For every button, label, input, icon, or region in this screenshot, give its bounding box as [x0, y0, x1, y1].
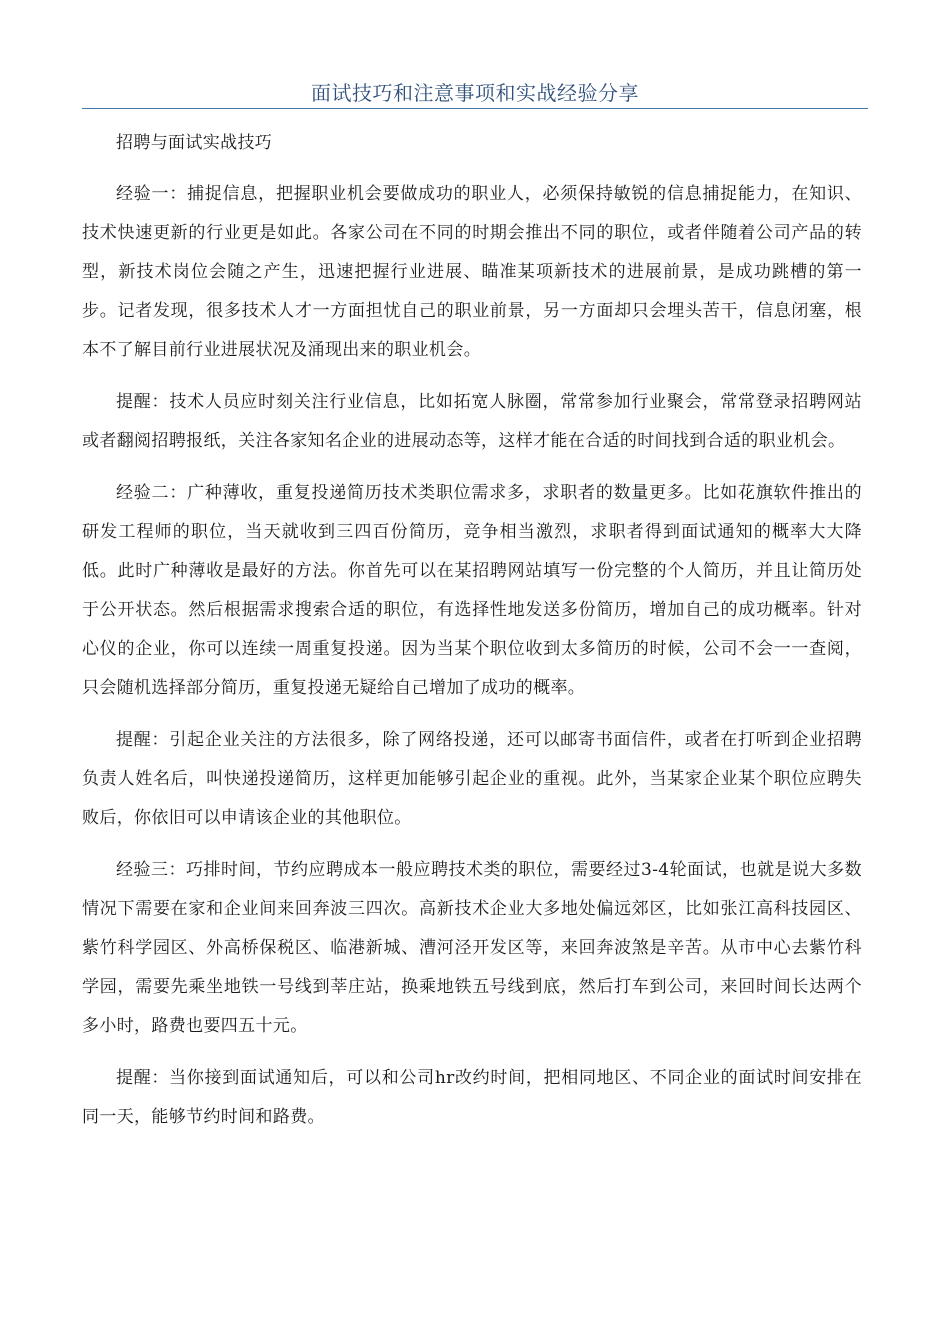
paragraph-experience-3: 经验三：巧排时间，节约应聘成本一般应聘技术类的职位，需要经过3-4轮面试，也就是说大多数情况下需要在家和企业间来回奔波三四次。高新技术企业大多地处偏远郊区，比如张江高科技园区、紫竹科学园区、外高桥保税区、临港新城、漕河泾开发区等，来回奔波煞是辛苦。从市中心去紫竹科学园，需要先乘坐地铁一号线到莘庄站，换乘地铁五号线到底，然后打车到公司，来回时间长达两个多小时，路费也要四五十元。	[82, 860, 862, 1036]
header-divider	[82, 108, 868, 109]
paragraph-reminder-2: 提醒：引起企业关注的方法很多，除了网络投递，还可以邮寄书面信件，或者在打听到企业招聘负责人姓名后，叫快递投递简历，这样更加能够引起企业的重视。此外，当某家企业某个职位应聘失败后，你依旧可以申请该企业的其他职位。	[82, 730, 862, 828]
paragraph-experience-2: 经验二：广种薄收，重复投递简历技术类职位需求多，求职者的数量更多。比如花旗软件推出的研发工程师的职位，当天就收到三四百份简历，竞争相当激烈，求职者得到面试通知的概率大大降低。此时广种薄收是最好的方法。你首先可以在某招聘网站填写一份完整的个人简历，并且让简历处于公开状态。然后根据需求搜索合适的职位，有选择性地发送多份简历，增加自己的成功概率。针对心仪的企业，你可以连续一周重复投递。因为当某个职位收到太多简历的时候，公司不会一一查阅，只会随机选择部分简历，重复投递无疑给自己增加了成功的概率。	[82, 483, 862, 698]
paragraph-reminder-1: 提醒：技术人员应时刻关注行业信息，比如拓宽人脉圈，常常参加行业聚会，常常登录招聘网站或者翻阅招聘报纸，关注各家知名企业的进展动态等，这样才能在合适的时间找到合适的职业机会。	[82, 392, 862, 451]
paragraph-experience-1: 经验一：捕捉信息，把握职业机会要做成功的职业人，必须保持敏锐的信息捕捉能力，在知识、技术快速更新的行业更是如此。各家公司在不同的时期会推出不同的职位，或者伴随着公司产品的转型，新技术岗位会随之产生，迅速把握行业进展、瞄准某项新技术的进展前景，是成功跳槽的第一步。记者发现，很多技术人才一方面担忧自己的职业前景，另一方面却只会埋头苦干，信息闭塞，根本不了解目前行业进展状况及涌现出来的职业机会。	[82, 184, 862, 360]
page-header-title: 面试技巧和注意事项和实战经验分享	[311, 81, 639, 105]
section-subtitle: 招聘与面试实战技巧	[116, 133, 273, 153]
paragraph-reminder-3: 提醒：当你接到面试通知后，可以和公司hr改约时间，把相同地区、不同企业的面试时间安排在同一天，能够节约时间和路费。	[82, 1068, 862, 1127]
document-body	[82, 124, 862, 1150]
